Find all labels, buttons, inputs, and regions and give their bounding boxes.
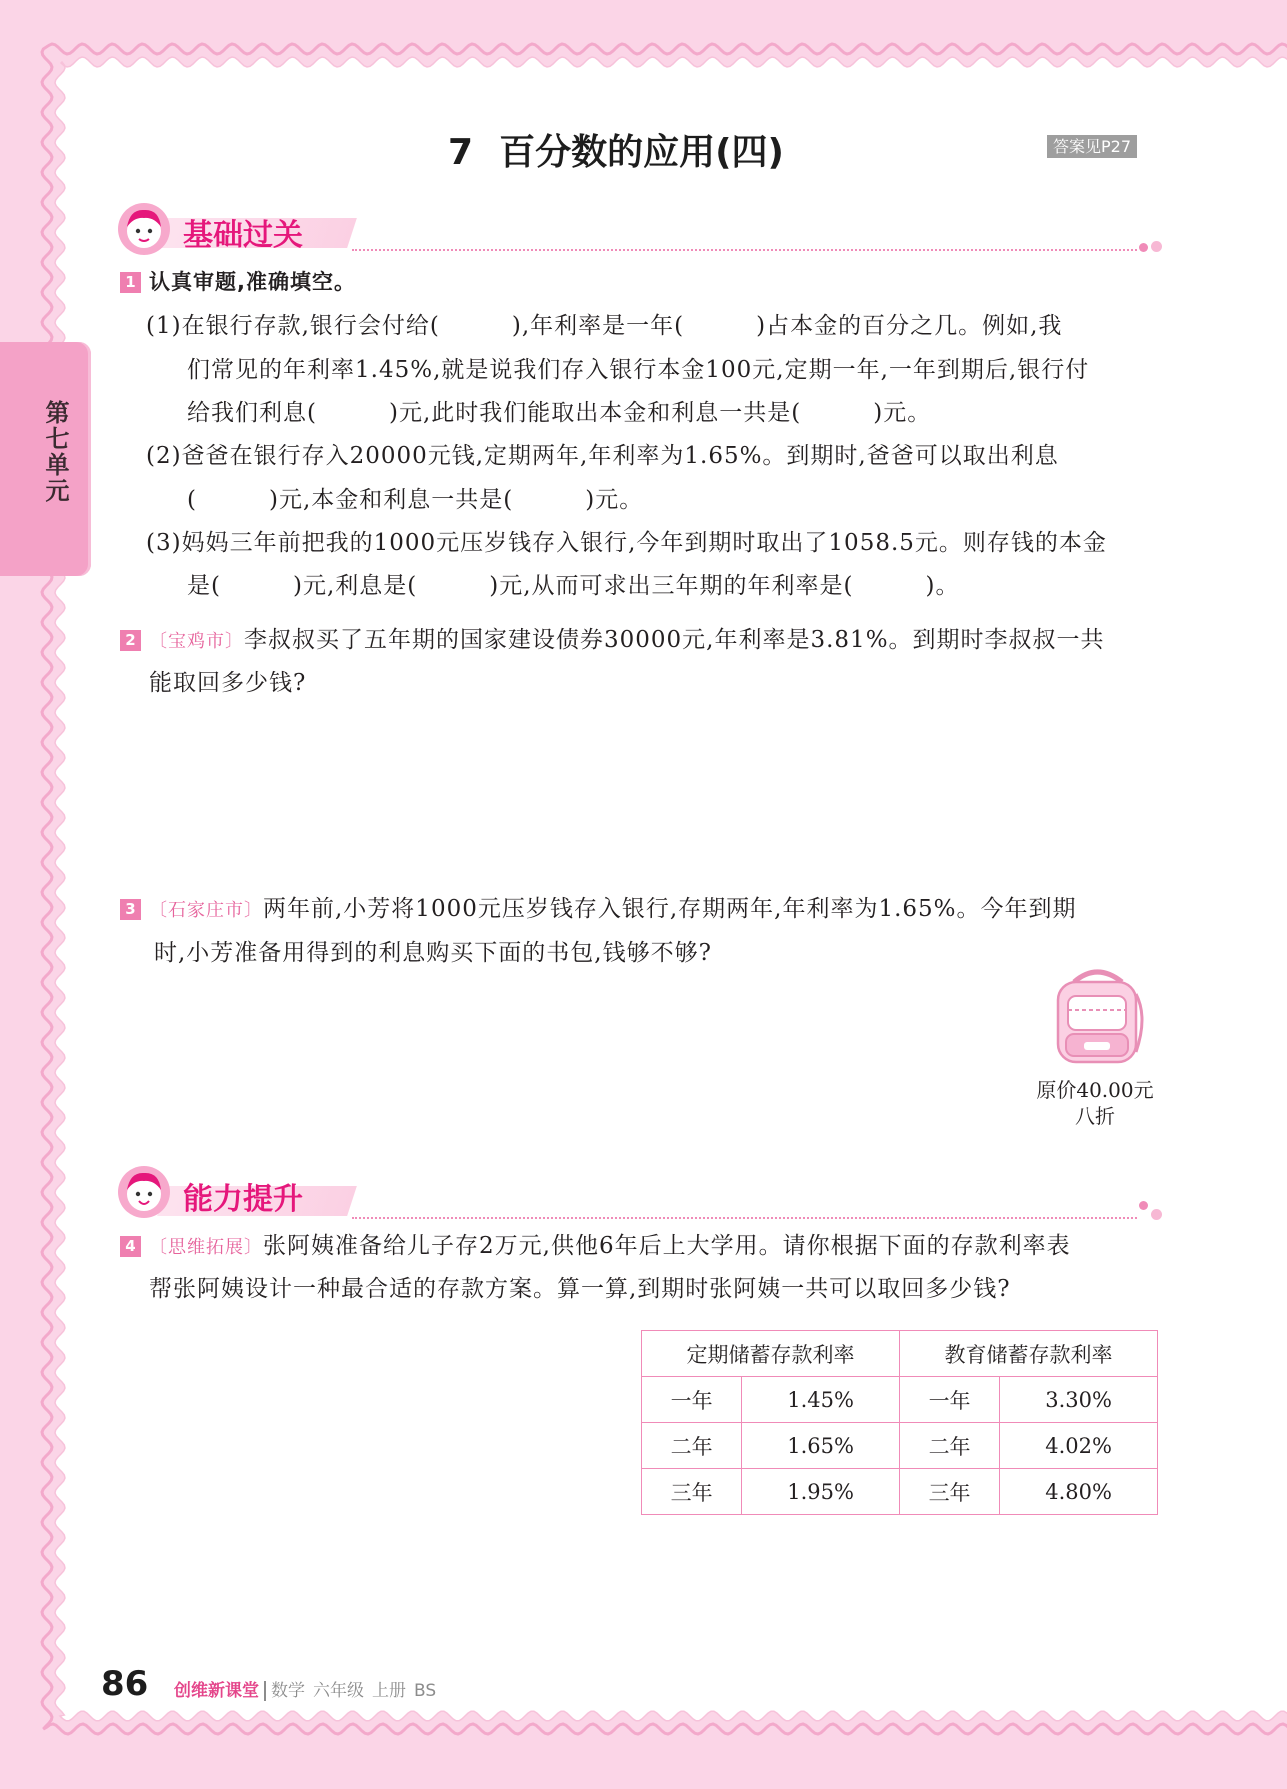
page-title [448,124,784,175]
backpack-discount: 八折 [1075,1104,1115,1128]
table-cell: 1.45% [742,1377,900,1423]
table-cell: 4.02% [1000,1423,1158,1469]
question-1-line: (2)爸爸在银行存入20000元钱,定期两年,年利率为1.65%。到期时,爸爸可以取出利息 [146,443,1059,469]
question-3-line [120,895,1077,925]
answer-reference-badge: 答案见P27 [1047,135,1137,158]
table-row [642,1377,1158,1423]
question-source-tag: 〔思维拓展〕 [149,1237,263,1258]
table-cell: 三年 [642,1469,742,1515]
footer-brand: 创维新课堂 [174,1681,266,1701]
table-row [642,1423,1158,1469]
table-header-row [642,1331,1158,1377]
footer-edition: BS [414,1681,437,1701]
backpack-image [1044,962,1150,1068]
table-header-cell: 定期储蓄存款利率 [642,1331,900,1377]
divider-dot [1151,1209,1162,1220]
question-1-title: 认真审题,准确填空。 [149,270,356,294]
question-number-badge: 2 [120,630,141,651]
question-1-line: ( )元,本金和利息一共是( )元。 [187,487,644,513]
table-cell: 3.30% [1000,1377,1158,1423]
question-1-line: 是( )元,利息是( )元,从而可求出三年期的年利率是( )。 [187,573,960,599]
footer-book-info [174,1676,444,1701]
question-1-line: 给我们利息( )元,此时我们能取出本金和利息一共是( )元。 [187,400,932,426]
table-cell: 三年 [899,1469,999,1515]
section-title-basic: 基础过关 [183,218,303,253]
question-number-badge: 4 [120,1236,141,1257]
question-4-line: 帮张阿姨设计一种最合适的存款方案。算一算,到期时张阿姨一共可以取回多少钱? [149,1276,1011,1302]
question-3-line: 时,小芳准备用得到的利息购买下面的书包,钱够不够? [154,940,712,966]
question-1-header [120,268,356,296]
unit-side-tab [0,342,91,576]
question-1-line: (1)在银行存款,银行会付给( ),年利率是一年( )占本金的百分之几。例如,我 [146,313,1063,339]
table-cell: 二年 [642,1423,742,1469]
section-divider [352,1217,1137,1219]
interest-rate-table [641,1330,1158,1515]
lesson-number: 7 [448,132,474,173]
table-cell: 一年 [899,1377,999,1423]
question-number-badge: 1 [120,272,141,293]
table-header-cell: 教育储蓄存款利率 [899,1331,1157,1377]
cartoon-girl-icon [116,1164,172,1220]
question-1-line: (3)妈妈三年前把我的1000元压岁钱存入银行,今年到期时取出了1058.5元。则存钱的本金 [146,530,1107,556]
question-4-line [120,1232,1071,1262]
question-2-text: 李叔叔买了五年期的国家建设债券30000元,年利率是3.81%。到期时李叔叔一共 [244,627,1105,653]
question-2-line: 能取回多少钱? [149,670,307,696]
backpack-price: 原价40.00元 [1036,1078,1154,1102]
unit-tab-label: 第七单元 [41,400,69,504]
table-cell: 二年 [899,1423,999,1469]
table-cell: 4.80% [1000,1469,1158,1515]
divider-dot [1139,243,1148,252]
divider-dot [1139,1201,1148,1210]
divider-dot [1151,241,1162,252]
footer-volume: 上册 [372,1681,406,1701]
question-4-text: 张阿姨准备给儿子存2万元,供他6年后上大学用。请你根据下面的存款利率表 [263,1233,1071,1259]
lesson-title: 百分数的应用(四) [499,132,784,173]
footer-subject: 数学 [271,1681,305,1701]
question-1-line: 们常见的年利率1.45%,就是说我们存入银行本金100元,定期一年,一年到期后,银行付 [187,357,1090,383]
table-row [642,1469,1158,1515]
section-title-advanced: 能力提升 [183,1182,303,1217]
question-3-text: 两年前,小芳将1000元压岁钱存入银行,存期两年,年利率为1.65%。今年到期 [263,896,1077,922]
page-number: 86 [101,1664,149,1704]
question-number-badge: 3 [120,899,141,920]
table-cell: 1.95% [742,1469,900,1515]
cartoon-girl-icon [116,201,172,257]
section-divider [352,249,1137,251]
table-cell: 1.65% [742,1423,900,1469]
question-2-line [120,626,1105,656]
table-cell: 一年 [642,1377,742,1423]
question-source-tag: 〔石家庄市〕 [149,900,263,921]
footer-grade: 六年级 [313,1681,364,1701]
question-source-tag: 〔宝鸡市〕 [149,631,244,652]
